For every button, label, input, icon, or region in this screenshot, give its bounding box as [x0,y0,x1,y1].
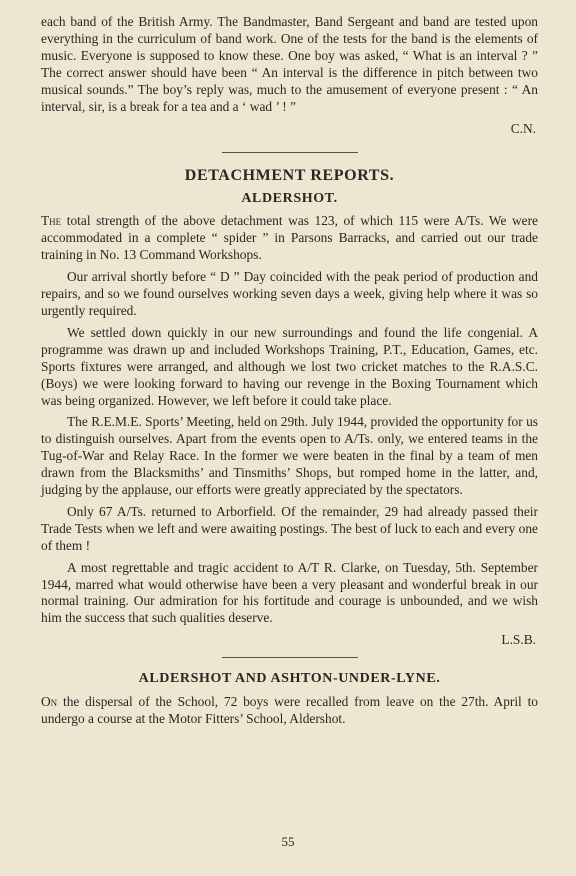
section-title: DETACHMENT REPORTS. [184,167,395,185]
report-paragraph-6: A most regrettable and tragic accident to A/T R. Clarke, on Tuesday, 5th. September 1944, marred what would otherwise have been a very pleasant and wonderful break in our normal training. Our admiration for his fortitude and courage is unbounded, and we wish him the success that such qualities deserve. [41,559,538,626]
report-paragraph-2: Our arrival shortly before “ D ” Day coincided with the peak period of production and repairs, and so we found ourselves working seven days a week, giving help where it was so urgently required. [41,269,538,318]
report-paragraph-1-text: total strength of the above detachment was 123, of which 115 were A/Ts. We were accommodated in a complete “ spider ” in Parsons Barracks, and carried out our trade training in No. 13 Command Workshops. [41,213,538,263]
section-divider [222,152,358,153]
report-paragraph-4: The R.E.M.E. Sports’ Meeting, held on 29th. July 1944, provided the opportunity for us to distinguish ourselves. Apart from the events open to A/Ts. only, we entered teams in the Tug-of-War and Relay Race. In the former we were beaten in the final by a team of men drawn from the Blacksmiths’ and Tinsmiths’ Shops, but romped home in the latter, and, judging by the applause, our efforts were greatly appreciated by the spectators. [41,414,538,498]
report-paragraph-3: We settled down quickly in our new surroundings and found the life congenial. A programme was drawn up and included Workshops Training, P.T., Education, Games, etc. Sports fixtures were arranged, and although we lost two cricket matches to the R.A.S.C. (Boys) we were looking forward to having our revenge in the Boxing Tournament which was being organized. However, we left before it could take place. [41,324,538,408]
section-divider-2 [222,657,358,658]
section-title-2: ALDERSHOT AND ASHTON-UNDER-LYNE. [138,671,441,687]
section-subtitle: ALDERSHOT. [241,191,338,207]
ashton-paragraph-text: the dispersal of the School, 72 boys were recalled from leave on the 27th. April to undergo a course at the Motor Fitters’ School, Aldershot. [41,694,538,727]
report-paragraph-5: Only 67 A/Ts. returned to Arborfield. Of the remainder, 29 had already passed their Trade Tests when we left and were awaiting postings. The best of luck to each and every one of them ! [41,503,538,553]
report-signature: L.S.B. [501,632,536,648]
report-paragraph-1 [41,213,538,264]
first-word: The [41,213,62,229]
page-number: 55 [281,834,295,849]
ashton-paragraph [41,694,538,728]
intro-signature: C.N. [510,121,536,137]
intro-paragraph: each band of the British Army. The Bandmaster, Band Sergeant and band are tested upon everything in the curriculum of band work. One of the tests for the band is the elements of music. Everyone is supposed to know these. One boy was asked, “ What is an interval ? ” The correct answer should have been “ An interval is the difference in pitch between two musical sounds.” The boy’s reply was, much to the amusement of everyone present : “ An interval, sir, is a break for a tea and a ‘ wad ’ ! ” [41,14,538,114]
ashton-first-word: On [41,694,58,710]
